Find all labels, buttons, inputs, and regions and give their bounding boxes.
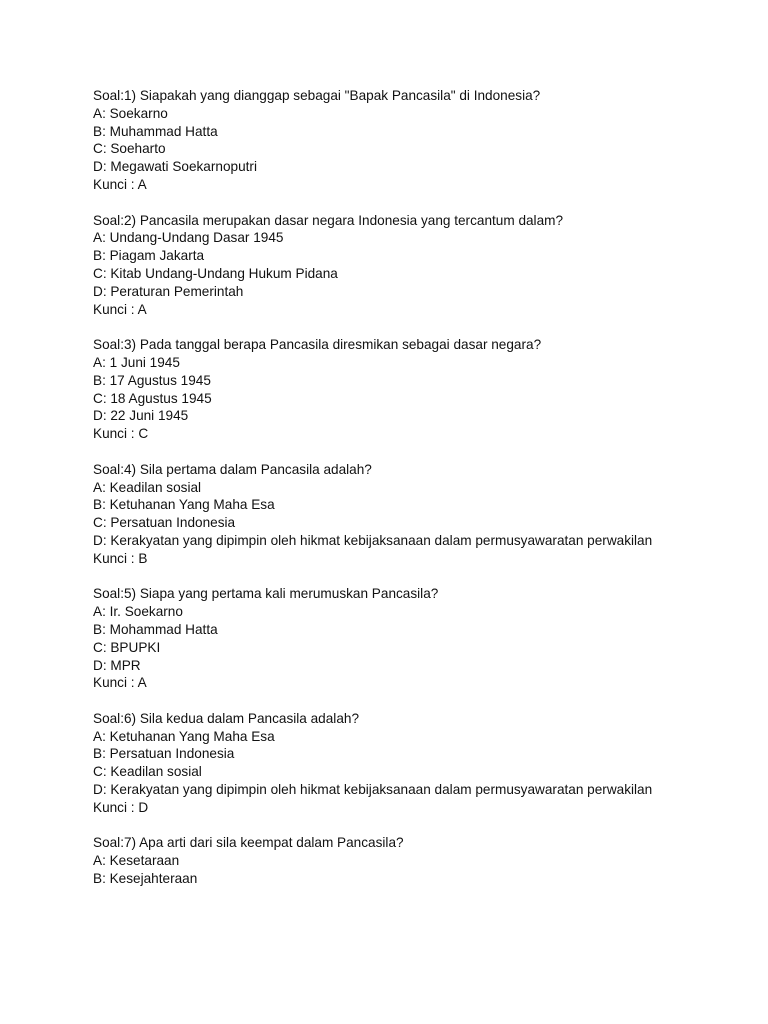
option-c: C: Persatuan Indonesia bbox=[93, 515, 236, 531]
option-d: D: MPR bbox=[93, 657, 141, 673]
question-text: Soal:4) Sila pertama dalam Pancasila adalah? bbox=[93, 461, 372, 477]
question-block-1 bbox=[93, 87, 733, 194]
question-block-7 bbox=[93, 834, 733, 887]
question-text: Soal:7) Apa arti dari sila keempat dalam Pancasila? bbox=[93, 835, 404, 851]
question-block-6 bbox=[93, 710, 733, 817]
answer-key: Kunci : D bbox=[93, 799, 149, 815]
option-a: A: Ir. Soekarno bbox=[93, 604, 183, 620]
question-text: Soal:3) Pada tanggal berapa Pancasila diresmikan sebagai dasar negara? bbox=[93, 337, 542, 353]
option-d: D: 22 Juni 1945 bbox=[93, 408, 189, 424]
question-block-2 bbox=[93, 212, 733, 319]
option-a: A: Undang-Undang Dasar 1945 bbox=[93, 230, 284, 246]
answer-key: Kunci : A bbox=[93, 176, 147, 192]
question-block-4 bbox=[93, 461, 733, 568]
question-text: Soal:2) Pancasila merupakan dasar negara Indonesia yang tercantum dalam? bbox=[93, 212, 564, 228]
option-d: D: Megawati Soekarnoputri bbox=[93, 159, 257, 175]
option-b: B: Mohammad Hatta bbox=[93, 621, 218, 637]
option-a: A: Ketuhanan Yang Maha Esa bbox=[93, 728, 275, 744]
option-b: B: 17 Agustus 1945 bbox=[93, 372, 211, 388]
question-text: Soal:1) Siapakah yang dianggap sebagai "Bapak Pancasila" di Indonesia? bbox=[93, 88, 541, 103]
document-content bbox=[93, 87, 733, 906]
answer-key: Kunci : B bbox=[93, 550, 148, 566]
option-d: D: Kerakyatan yang dipimpin oleh hikmat kebijaksanaan dalam permusyawaratan perwakilan bbox=[93, 532, 653, 548]
option-b: B: Kesejahteraan bbox=[93, 871, 198, 887]
question-text: Soal:6) Sila kedua dalam Pancasila adalah? bbox=[93, 710, 360, 726]
option-c: C: Kitab Undang-Undang Hukum Pidana bbox=[93, 265, 338, 281]
option-b: B: Persatuan Indonesia bbox=[93, 746, 235, 762]
answer-key: Kunci : C bbox=[93, 426, 149, 442]
answer-key: Kunci : A bbox=[93, 675, 147, 691]
option-b: B: Ketuhanan Yang Maha Esa bbox=[93, 497, 275, 513]
option-c: C: BPUPKI bbox=[93, 639, 161, 655]
option-c: C: Keadilan sosial bbox=[93, 764, 202, 780]
option-c: C: 18 Agustus 1945 bbox=[93, 390, 212, 406]
option-c: C: Soeharto bbox=[93, 141, 166, 157]
question-block-3 bbox=[93, 336, 733, 443]
option-d: D: Peraturan Pemerintah bbox=[93, 283, 244, 299]
question-block-5 bbox=[93, 585, 733, 692]
option-a: A: Kesetaraan bbox=[93, 853, 180, 869]
option-b: B: Piagam Jakarta bbox=[93, 248, 205, 264]
option-a: A: 1 Juni 1945 bbox=[93, 354, 180, 370]
answer-key: Kunci : A bbox=[93, 301, 147, 317]
option-d: D: Kerakyatan yang dipimpin oleh hikmat kebijaksanaan dalam permusyawaratan perwakilan bbox=[93, 782, 653, 798]
question-text: Soal:5) Siapa yang pertama kali merumuskan Pancasila? bbox=[93, 586, 439, 602]
option-b: B: Muhammad Hatta bbox=[93, 123, 218, 139]
option-a: A: Keadilan sosial bbox=[93, 479, 202, 495]
option-a: A: Soekarno bbox=[93, 105, 168, 121]
